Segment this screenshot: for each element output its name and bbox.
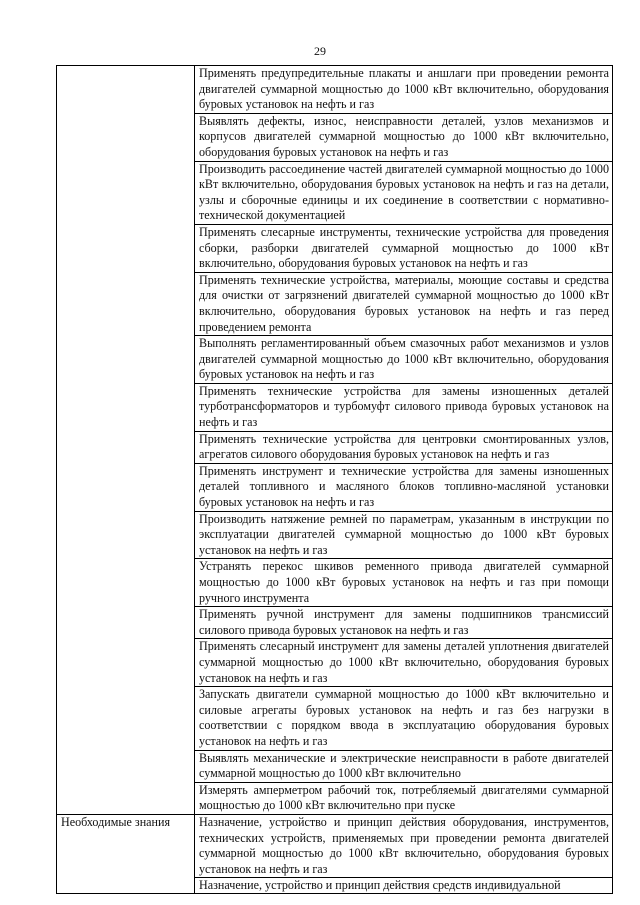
knowledge-cell: Назначение, устройство и принцип действия оборудования, инструментов, технических устройств, применяемых при проведении ремонта двигателей суммарной мощностью до 1000 кВт включительно, оборудования буровых установок на нефть и газ — [195, 814, 613, 877]
skill-cell: Запускать двигатели суммарной мощностью до 1000 кВт включительно и силовые агрегаты буровых установок на нефть и газ без нагрузки в соответствии с порядком ввода в эксплуатацию оборудования буровых установок на нефть и газ — [195, 687, 613, 750]
knowledge-cell-cut — [195, 878, 613, 894]
skill-cell: Устранять перекос шкивов ременного привода двигателей суммарной мощностью до 1000 кВт буровых установок на нефть и газ при помощи ручного инструмента — [195, 559, 613, 607]
skill-cell: Измерять амперметром рабочий ток, потребляемый двигателями суммарной мощностью до 1000 кВт включительно при пуске — [195, 782, 613, 814]
skill-cell: Применять предупредительные плакаты и аншлаги при проведении ремонта двигателей суммарной мощностью до 1000 кВт включительно, оборудования буровых установок на нефть и газ — [195, 66, 613, 114]
skill-cell: Выявлять дефекты, износ, неисправности деталей, узлов механизмов и корпусов двигателей суммарной мощностью до 1000 кВт включительно, оборудования буровых установок на нефть и газ — [195, 113, 613, 161]
skill-cell: Производить рассоединение частей двигателей суммарной мощностью до 1000 кВт включительно, оборудования буровых установок на нефть и газ на детали, узлы и сборочные единицы и их соединение в соответствии с нормативно-технической документацией — [195, 161, 613, 224]
skill-cell: Применять слесарные инструменты, технические устройства для проведения сборки, разборки двигателей суммарной мощностью до 1000 кВт включительно, оборудования буровых установок на нефть и газ — [195, 224, 613, 272]
table-row — [57, 66, 613, 114]
knowledge-label: Необходимые знания — [57, 814, 195, 893]
skill-cell: Выявлять механические и электрические неисправности в работе двигателей суммарной мощностью до 1000 кВт включительно — [195, 750, 613, 782]
empty-label-cell — [57, 66, 195, 815]
skill-cell: Выполнять регламентированный объем смазочных работ механизмов и узлов двигателей суммарной мощностью до 1000 кВт включительно, оборудования буровых установок на нефть и газ — [195, 336, 613, 384]
skill-cell: Производить натяжение ремней по параметрам, указанным в инструкции по эксплуатации двигателей суммарной мощностью до 1000 кВт буровых установок на нефть и газ — [195, 511, 613, 559]
table-row — [57, 814, 613, 877]
skill-cell: Применять технические устройства для замены изношенных деталей турботрансформаторов и турбомуфт силового привода буровых установок на нефть и газ — [195, 383, 613, 431]
skill-cell: Применять инструмент и технические устройства для замены изношенных деталей топливного и масляного блоков топливно-масляной установки буровых установок на нефть и газ — [195, 463, 613, 511]
skill-cell: Применять технические устройства для центровки смонтированных узлов, агрегатов силового оборудования буровых установок на нефть и газ — [195, 431, 613, 463]
knowledge-text-cut: Назначение, устройство и принцип действия средств индивидуальной — [199, 878, 561, 893]
requirements-table — [56, 65, 613, 894]
page-number: 29 — [314, 44, 326, 58]
skill-cell: Применять ручной инструмент для замены подшипников трансмиссий силового привода буровых установок на нефть и газ — [195, 607, 613, 639]
skill-cell: Применять технические устройства, материалы, моющие составы и средства для очистки от загрязнений двигателей суммарной мощностью до 1000 кВт включительно, оборудования буровых установок на нефть и газ перед проведением ремонта — [195, 272, 613, 335]
skill-cell: Применять слесарный инструмент для замены деталей уплотнения двигателей суммарной мощностью до 1000 кВт включительно, оборудования буровых установок на нефть и газ — [195, 639, 613, 687]
